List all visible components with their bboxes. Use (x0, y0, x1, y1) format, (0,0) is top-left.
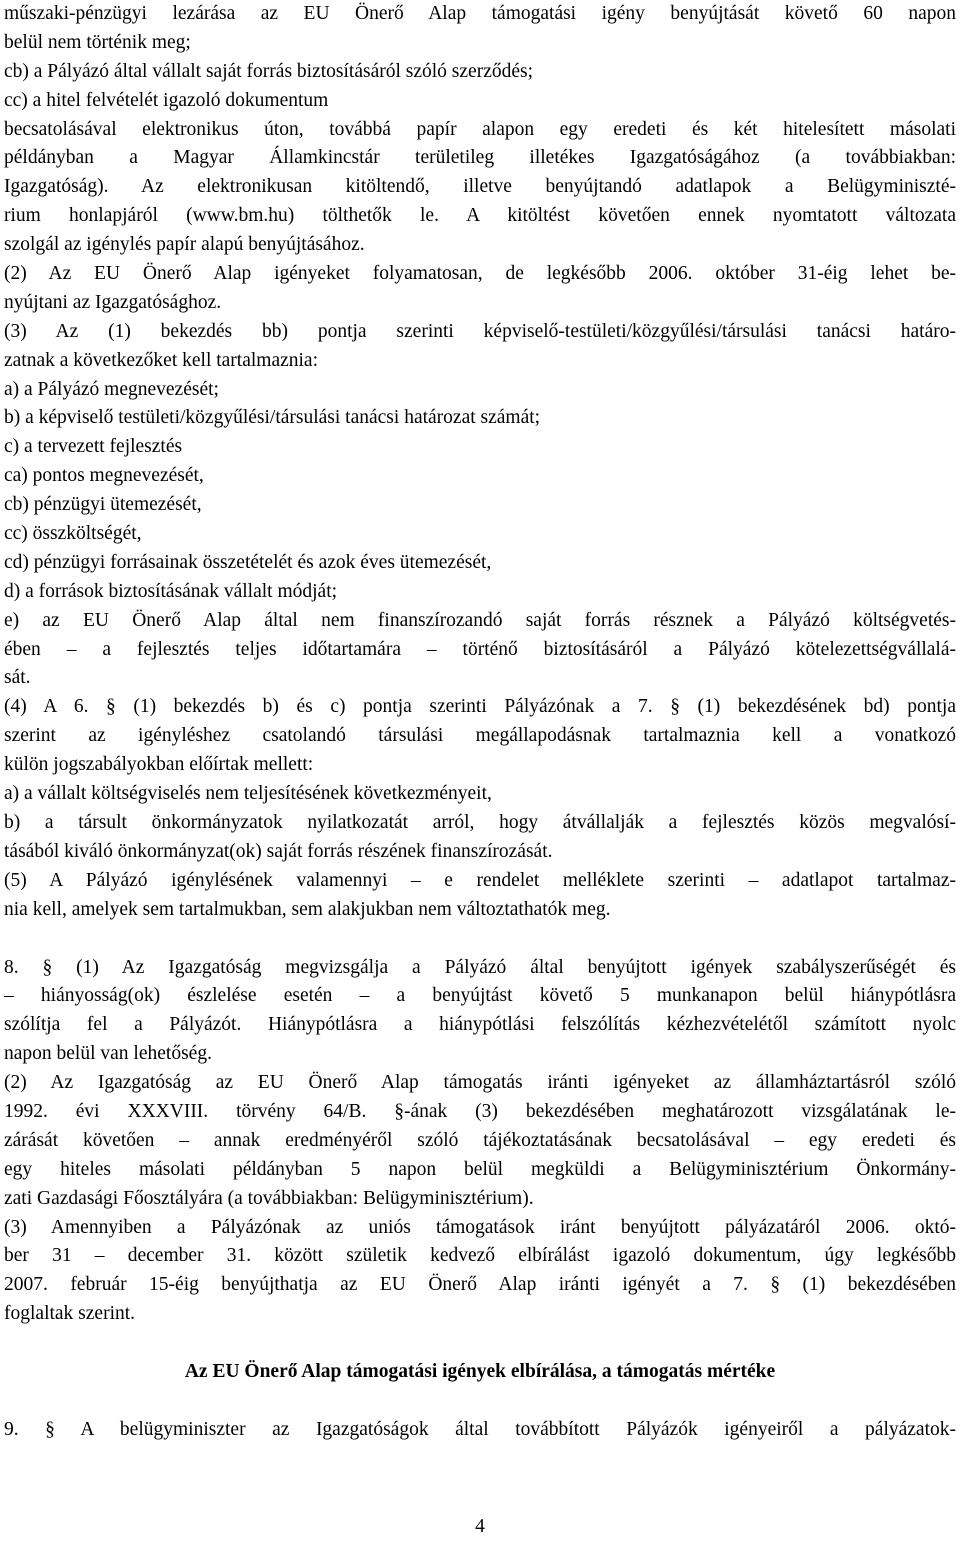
text-line: c) a tervezett fejlesztés (4, 436, 183, 458)
text-line: zati Gazdasági Főosztályára (a továbbiakban: Belügyminisztérium). (4, 1187, 534, 1209)
text-line: 1992. évi XXXVIII. törvény 64/B. §-ának (3) bekezdésében meghatározott vizsgálatának le- (4, 1100, 956, 1122)
text-line: 2007. február 15-éig benyújthatja az EU Önerő Alap iránti igényét a 7. § (1) bekezdésében (4, 1274, 956, 1296)
paragraph-block-7 (4, 0, 956, 925)
text-line: (4) A 6. § (1) bekezdés b) és c) pontja szerinti Pályázónak a 7. § (1) bekezdésének bd) pontja (4, 696, 956, 718)
text-line: külön jogszabályokban előírtak mellett: (4, 754, 314, 776)
section-9-line: 9. § A belügyminiszter az Igazgatóságok által továbbított Pályázók igényeiről a pályázatok- (4, 1418, 956, 1440)
document-page (4, 0, 956, 1445)
text-line: cd) pénzügyi forrásainak összetételét és azok éves ütemezését, (4, 551, 492, 573)
text-line: (2) Az EU Önerő Alap igényeket folyamatosan, de legkésőbb 2006. október 31-éig lehet be- (4, 263, 956, 285)
text-line: szolgál az igénylés papír alapú benyújtásához. (4, 234, 365, 256)
text-line: foglaltak szerint. (4, 1303, 136, 1325)
text-line: szólítja fel a Pályázót. Hiánypótlásra a hiánypótlási felszólítás kézhezvételétől számított nyolc (4, 1014, 956, 1036)
text-line: cb) pénzügyi ütemezését, (4, 494, 202, 516)
text-line: (2) Az Igazgatóság az EU Önerő Alap támogatás iránti igényeket az államháztartásról szóló (4, 1072, 956, 1094)
text-line: 8. § (1) Az Igazgatóság megvizsgálja a Pályázó által benyújtott igények szabályszerűségét és (4, 956, 956, 978)
text-line: becsatolásával elektronikus úton, továbbá papír alapon egy eredeti és két hitelesített másolati (4, 118, 956, 140)
text-line: tásából kiváló önkormányzat(ok) saját forrás részének finanszírozását. (4, 840, 553, 862)
text-line: szerint az igényléshez csatolandó társulási megállapodásnak tartalmaznia kell a vonatkozó (4, 725, 956, 747)
text-line: ber 31 – december 31. között születik kedvező elbírálást igazoló dokumentum, úgy legkésőbb (4, 1245, 956, 1267)
text-line: – hiányosság(ok) észlelése esetén – a benyújtást követő 5 munkanapon belül hiánypótlásra (4, 985, 956, 1007)
text-line: cb) a Pályázó által vállalt saját forrás biztosításáról szóló szerződés; (4, 60, 534, 82)
section-heading: Az EU Önerő Alap támogatási igények elbírálása, a támogatás mértéke (184, 1361, 776, 1383)
text-line: a) a Pályázó megnevezését; (4, 378, 219, 400)
text-line: b) a képviselő testületi/közgyűlési/társulási tanácsi határozat számát; (4, 407, 541, 429)
page-number: 4 (475, 1516, 485, 1537)
text-line: sát. (4, 667, 31, 689)
text-line: nyújtani az Igazgatósághoz. (4, 291, 222, 313)
text-line: Igazgatóság). Az elektronikusan kitöltendő, illetve benyújtandó adatlapok a Belügyminiszté- (4, 176, 956, 198)
spacer (4, 925, 956, 954)
text-line: zárását követően – annak eredményéről szóló tájékoztatásának becsatolásával – egy eredeti és (4, 1129, 956, 1151)
text-line: nia kell, amelyek sem tartalmukban, sem alakjukban nem változtathatók meg. (4, 898, 611, 920)
text-line: (5) A Pályázó igénylésének valamennyi – e rendelet mellékletе szerinti – adatlapot tartalmaz- (4, 869, 956, 891)
text-line: ca) pontos megnevezését, (4, 465, 204, 487)
text-line: e) az EU Önerő Alap által nem finanszírozandó saját forrás résznek a Pályázó költségvetés- (4, 609, 956, 631)
text-line: műszaki-pénzügyi lezárása az EU Önerő Alap támogatási igény benyújtását követő 60 napon (4, 3, 956, 24)
text-line: d) a források biztosításának vállalt módját; (4, 580, 338, 602)
text-line: a) a vállalt költségviselés nem teljesítésének következményeit, (4, 783, 492, 805)
text-line: ében – a fejlesztés teljes időtartamára – történő biztosításáról a Pályázó kötelezettségvállalá- (4, 638, 956, 660)
text-line: cc) a hitel felvételét igazoló dokumentum (4, 89, 329, 111)
paragraph-block-8 (4, 954, 956, 1330)
text-line: rium honlapjáról (www.bm.hu) tölthetők le. A kitöltést követően ennek nyomtatott változata (4, 205, 956, 227)
text-line: zatnak a következőket kell tartalmaznia: (4, 349, 319, 371)
text-line: belül nem történik meg; (4, 31, 191, 53)
text-line: b) a társult önkormányzatok nyilatkozatát arról, hogy átvállalják a fejlesztés közös megvalósí- (4, 811, 956, 833)
text-line: cc) összköltségét, (4, 523, 142, 545)
spacer (4, 1329, 956, 1358)
text-line: (3) Az (1) bekezdés bb) pontja szerinti képviselő-testületi/közgyűlési/társulási tanácsi határo- (4, 320, 956, 342)
text-line: (3) Amennyiben a Pályázónak az uniós támogatások iránt benyújtott pályázatáról 2006. októ- (4, 1216, 956, 1238)
spacer (4, 1387, 956, 1416)
text-line: egy hiteles másolati példányban 5 napon belül megküldi a Belügyminisztérium Önkormány- (4, 1158, 956, 1180)
text-line: napon belül van lehetőség. (4, 1043, 212, 1065)
text-line: példányban a Magyar Államkincstár területileg illetékes Igazgatóságához (a továbbiakban: (4, 147, 956, 169)
